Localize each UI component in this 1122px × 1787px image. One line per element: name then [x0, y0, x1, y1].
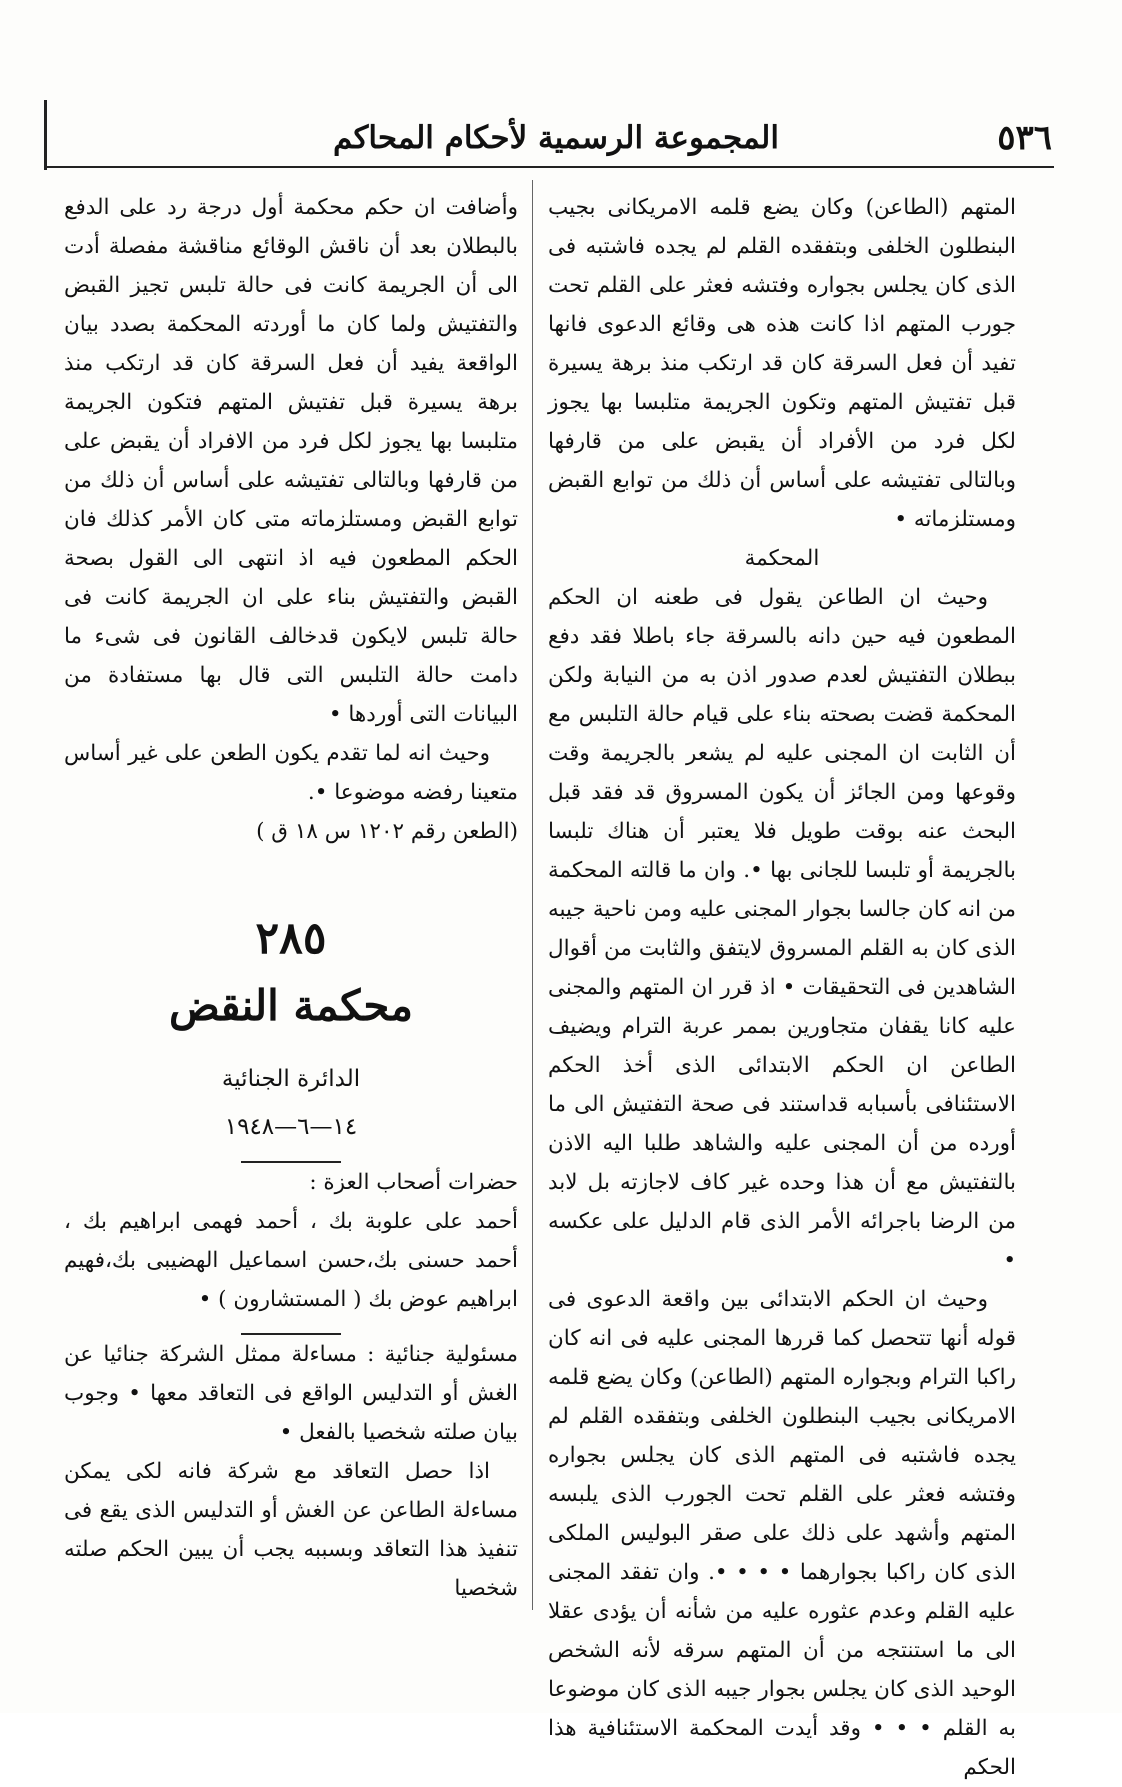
paragraph-conclusion: وحيث انه لما تقدم يكون الطعن على غير أساس متعينا رفضه موضوعا •. — [64, 741, 518, 805]
judges-list: أحمد على علوبة بك ، أحمد فهمى ابراهيم بك ، أحمد حسنى بك،حسن اسماعيل الهضيبى بك،فهيم ابراهيم عوض بك ( المستشارون ) • — [64, 1209, 518, 1312]
court-name: محكمة النقض — [168, 981, 414, 1030]
case-number: ٢٨٥ — [255, 913, 327, 964]
column-divider — [532, 180, 533, 1610]
case-date: ١٤—٦—١٩٤٨ — [224, 1114, 358, 1140]
page-header — [60, 110, 1052, 160]
running-title: المجموعة الرسمية لأحكام المحاكم — [333, 120, 779, 156]
section-heading-court: المحكمة — [744, 546, 820, 571]
paragraph-reasoning: وأضافت ان حكم محكمة أول درجة رد على الدفع بالبطلان بعد أن ناقش الوقائع مناقشة مفصلة أدت الى أن الجريمة كانت فى حالة تلبس تجيز القبض والتفتيش ولما كان ما أوردته المحكمة بصدد بيان الواقعة يفيد أن فعل السرقة كان قد ارتكب منذ برهة يسيرة قبل تفتيش المتهم فتكون الجريمة متلبسا بها يجوز لكل فرد من الافراد أن يقبض على من قارفها وبالتالى تفتيشه على أساس أن ذلك من توابع القبض ومستلزماته متى كان الأمر كذلك فان الحكم المطعون فيه اذ انتهى الى القول بصحة القبض والتفتيش بناء على ان الجريمة كانت فى حالة تلبس لايكون قدخالف القانون فى شىء ما دامت حالة التلبس التى قال بها مستفادة من البيانات التى أوردها • — [64, 195, 518, 727]
judges-heading: حضرات أصحاب العزة : — [309, 1170, 518, 1195]
right-column — [548, 188, 1016, 1787]
case-summary: مسئولية جنائية : مساءلة ممثل الشركة جنائيا عن الغش أو التدليس الواقع فى التعاقد معها • وجوب بيان صلته شخصيا بالفعل • — [64, 1342, 518, 1445]
header-rule — [44, 166, 1054, 168]
paragraph-appeal-grounds: وحيث ان الطاعن يقول فى طعنه ان الحكم المطعون فيه حين دانه بالسرقة جاء باطلا فقد دفع ببطلان التفتيش لعدم صدور اذن به من النيابة ولكن المحكمة قضت بصحته بناء على قيام حالة التلبس مع أن الثابت ان المجنى عليه لم يشعر بالجريمة وقت وقوعها ومن الجائز أن يكون المسروق قد فقد قبل البحث عنه بوقت طويل فلا يعتبر أن هناك تلبسا بالجريمة أو تلبسا للجانى بها •. وان ما قالته المحكمة من انه كان جالسا بجوار المجنى عليه ومن ناحية جيبه الذى كان به القلم المسروق لايتفق والثابت من أقوال الشاهدين فى التحقيقات • اذ قرر ان المتهم والمجنى عليه كانا يقفان متجاورين بممر عربة الترام ويضيف الطاعن ان الحكم الابتدائى الذى أخذ الحكم الاستئنافى بأسبابه قداستند فى صحة التفتيش الى ما أورده من أن المجنى عليه والشاهد طلبا اليه الاذن بالتفتيش مع أن هذا وحده غير كاف لاجازته بل لابد من الرضا باجرائه الأمر الذى قام الدليل على عكسه • — [548, 585, 1016, 1273]
page-number: ٥٣٦ — [997, 118, 1052, 158]
circuit-name: الدائرة الجنائية — [221, 1066, 361, 1092]
appeal-reference: (الطعن رقم ١٢٠٢ س ١٨ ق ) — [256, 819, 518, 844]
ruling-principle: اذا حصل التعاقد مع شركة فانه لكى يمكن مساءلة الطاعن عن الغش أو التدليس الذى يقع فى تنفيذ هذا التعاقد وبسببه يجب أن يبين الحكم صلته شخصيا — [64, 1459, 518, 1601]
left-column — [64, 188, 518, 1608]
paragraph-first-instance: وحيث ان الحكم الابتدائى بين واقعة الدعوى فى قوله أنها تتحصل كما قررها المجنى عليه فى انه كان راكبا الترام وبجواره المتهم (الطاعن) وكان يضع قلمه الامريكانى بجيب البنطلون الخلفى وبتفقده القلم لم يجده فاشتبه فى المتهم الذى كان يجلس بجواره وفتشه فعثر على القلم تحت الجورب الذى يلبسه المتهم وأشهد على ذلك على صقر البوليس الملكى الذى كان راكبا بجوارهما • • • •. وان تفقد المجنى عليه القلم وعدم عثوره عليه من شأنه أن يؤدى عقلا الى ما استنتجه من أن المتهم سرقه لأنه الشخص الوحيد الذى كان يجلس بجوار جيبه الذى كان موضوعا به القلم • • • وقد أيدت المحكمة الاستئنافية هذا الحكم — [548, 1287, 1016, 1780]
paragraph-facts-continued: المتهم (الطاعن) وكان يضع قلمه الامريكانى بجيب البنطلون الخلفى وبتفقده القلم لم يجده فاشتبه فى الذى كان يجلس بجواره وفتشه فعثر على القلم تحت جورب المتهم اذا كانت هذه هى وقائع الدعوى فانها تفيد أن فعل السرقة كان قد ارتكب منذ برهة يسيرة قبل تفتيش المتهم وتكون الجريمة متلبسا بها يجوز لكل فرد من الأفراد أن يقبض على من قارفها وبالتالى تفتيشه على أساس أن ذلك من توابع القبض ومستلزماته • — [548, 195, 1016, 532]
margin-bar — [44, 100, 47, 170]
